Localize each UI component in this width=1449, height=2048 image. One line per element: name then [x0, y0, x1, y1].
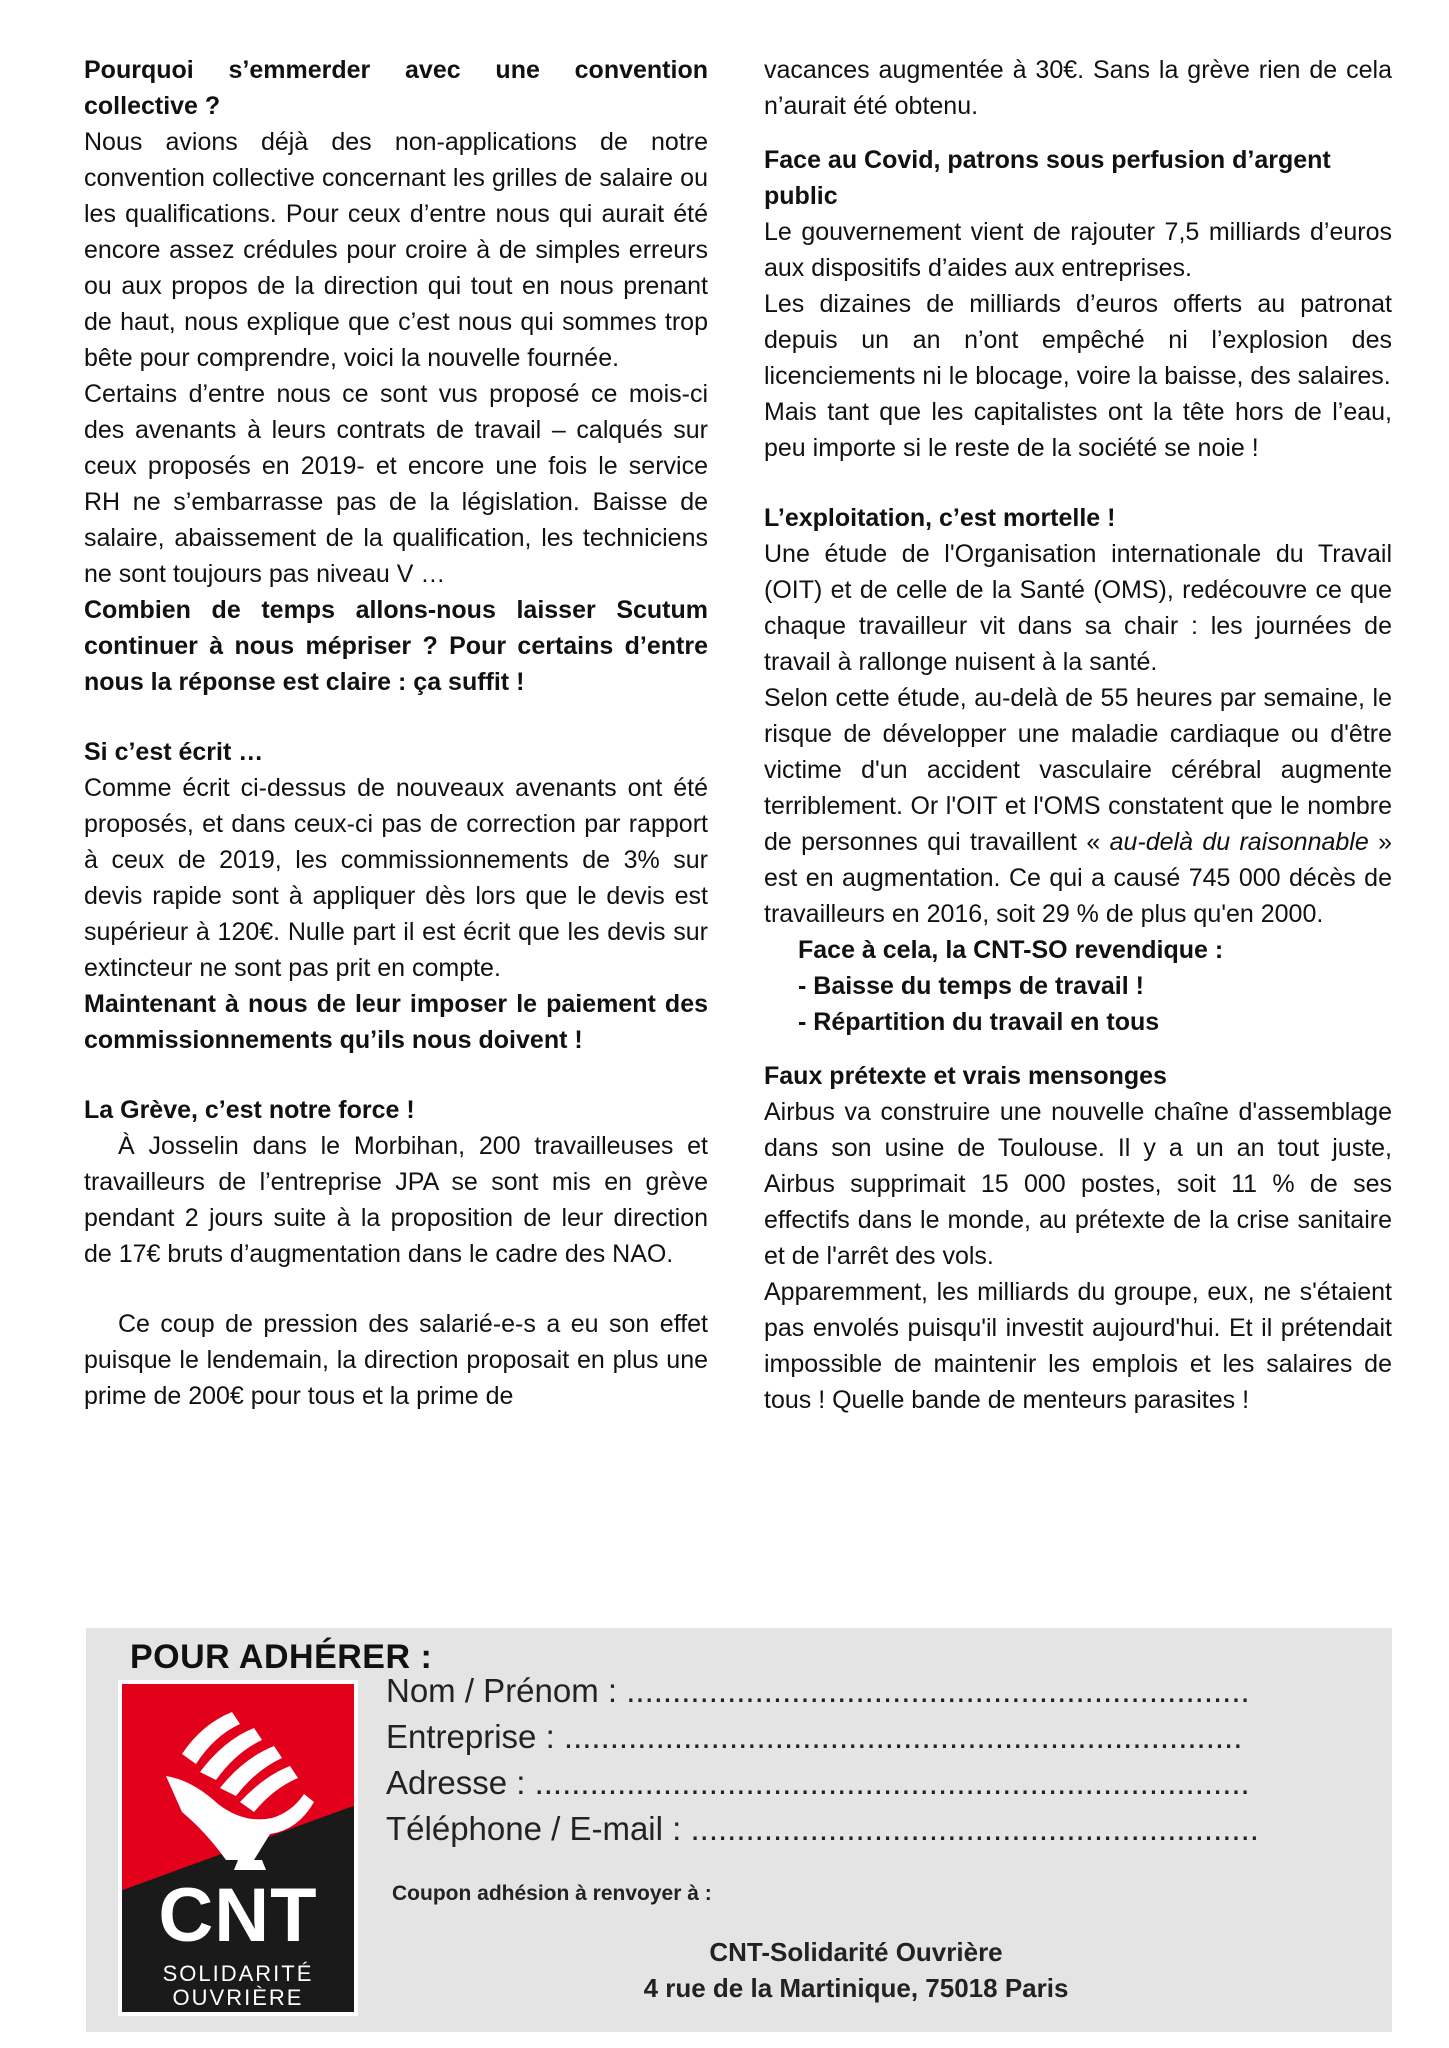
paragraph: Mais tant que les capitalistes ont la tête hors de l’eau, peu importe si le reste de la société se noie !: [764, 398, 1392, 462]
right-column: [764, 52, 1392, 1418]
claim-item: - Baisse du temps de travail !: [798, 972, 1144, 1000]
paragraph: Nous avions déjà des non-applications de notre convention collective concernant les grilles de salaire ou les qualifications. Pour ceux d’entre nous qui aurait été encore assez crédules pour croire à de simples erreurs ou aux propos de la direction qui tout en nous prenant de haut, nous explique que c’est nous qui sommes trop bête pour comprendre, voici la nouvelle fournée.: [84, 128, 708, 372]
heading-exploitation: L’exploitation, c’est mortelle !: [764, 504, 1116, 532]
heading-si-c-est-ecrit: Si c’est écrit …: [84, 738, 264, 766]
logo-text: CNT: [158, 1873, 318, 1958]
paragraph: vacances augmentée à 30€. Sans la grève rien de cela n’aurait été obtenu.: [764, 56, 1392, 120]
membership-coupon: [86, 1628, 1392, 2032]
paragraph: Les dizaines de milliards d’euros offerts au patronat depuis un an n’ont empêché ni l’explosion des licenciements ni le blocage, voire la baisse, des salaires.: [764, 290, 1392, 390]
paragraph: Airbus va construire une nouvelle chaîne d'assemblage dans son usine de Toulouse. Il y a un an tout juste, Airbus supprimait 15 000 postes, soit 11 % de ses effectifs dans le monde, au prétexte de la crise sanitaire et de l'arrêt des vols.: [764, 1098, 1392, 1270]
contact-field[interactable]: Téléphone / E-mail : ..............................................................: [386, 1810, 1259, 1847]
left-column: [84, 52, 708, 1414]
address-line: 4 rue de la Martinique, 75018 Paris: [643, 1973, 1069, 2003]
spacer: [764, 466, 1392, 500]
paragraph: Comme écrit ci-dessus de nouveaux avenants ont été proposés, et dans ceux-ci pas de correction par rapport à ceux de 2019, les commissionnements de 3% sur devis rapide sont à appliquer dès lors que le devis est supérieur à 120€. Nulle part il est écrit que les devis sur extincteur ne sont pas prit en compte.: [84, 774, 708, 982]
name-field[interactable]: Nom / Prénom : ....................................................................: [386, 1672, 1250, 1709]
paragraph: Certains d’entre nous ce sont vus proposé ce mois-ci des avenants à leurs contrats de travail – calqués sur ceux proposés en 2019- et encore une fois le service RH ne s’embarrasse pas de la législation. Baisse de salaire, abaissement de la qualification, les techniciens ne sont toujours pas niveau V …: [84, 380, 708, 588]
mailing-address: [506, 1934, 1206, 2006]
logo-subtitle-line: SOLIDARITÉ: [162, 1961, 314, 1986]
address-line: CNT-Solidarité Ouvrière: [709, 1937, 1003, 1967]
spacer: [764, 1040, 1392, 1058]
address-field[interactable]: Adresse : ..............................................................................: [386, 1764, 1250, 1801]
paragraph: Ce coup de pression des salarié-e-s a eu son effet puisque le lendemain, la direction proposait en plus une prime de 200€ pour tous et la prime de: [84, 1310, 708, 1410]
paragraph-bold: Combien de temps allons-nous laisser Scutum continuer à nous mépriser ? Pour certains d’entre nous la réponse est claire : ça suffit !: [84, 596, 708, 696]
text-run: » est en augmentation. Ce qui a causé 745 000 décès de travailleurs en 2016, soit 29 % de plus qu'en 2000.: [764, 828, 1393, 928]
logo-subtitle-line: OUVRIÈRE: [172, 1985, 304, 2010]
spacer: [84, 1058, 708, 1092]
paragraph: À Josselin dans le Morbihan, 200 travailleuses et travailleurs de l’entreprise JPA se sont mis en grève pendant 2 jours suite à la proposition de leur direction de 17€ bruts d’augmentation dans le cadre des NAO.: [84, 1132, 708, 1268]
raised-fist-icon: [122, 1684, 354, 1874]
text-run: Selon cette étude, au-delà de 55 heures par semaine, le risque de développer une maladie cardiaque ou d'être victime d'un accident vasculaire cérébral augmente terriblement. Or l'OIT et l'OMS constatent que le nombre de personnes qui travaillent «: [764, 684, 1392, 856]
claim-intro: Face à cela, la CNT-SO revendique :: [798, 936, 1224, 964]
spacer: [764, 124, 1392, 142]
paragraph-bold: Maintenant à nous de leur imposer le paiement des commissionnements qu’ils nous doivent !: [84, 990, 708, 1054]
heading-covid: Face au Covid, patrons sous perfusion d’argent public: [764, 146, 1331, 210]
heading-airbus: Faux prétexte et vrais mensonges: [764, 1062, 1167, 1090]
coupon-title: POUR ADHÉRER :: [130, 1638, 433, 1676]
paragraph: Une étude de l'Organisation internationale du Travail (OIT) et de celle de la Santé (OMS), redécouvre ce que chaque travailleur vit dans sa chair : les journées de travail à rallonge nuisent à la santé.: [764, 540, 1392, 676]
spacer: [84, 700, 708, 734]
heading-convention: Pourquoi s’emmerder avec une convention collective ?: [84, 56, 708, 120]
paragraph: Apparemment, les milliards du groupe, eux, ne s'étaient pas envolés puisqu'il investit aujourd'hui. Et il prétendait impossible de maintenir les emplois et les salaires de tous ! Quelle bande de menteurs parasites !: [764, 1278, 1392, 1414]
logo-subtitle: [122, 1962, 354, 2010]
heading-la-greve: La Grève, c’est notre force !: [84, 1096, 415, 1124]
coupon-note: Coupon adhésion à renvoyer à :: [392, 1882, 712, 1905]
cnt-logo: [118, 1680, 358, 2016]
company-field[interactable]: Entreprise : ..........................................................................: [386, 1718, 1243, 1755]
claim-item: - Répartition du travail en tous: [798, 1008, 1160, 1036]
emphasis: au-delà du raisonnable: [1109, 828, 1369, 856]
spacer: [84, 1272, 708, 1306]
paragraph: Le gouvernement vient de rajouter 7,5 milliards d’euros aux dispositifs d’aides aux entreprises.: [764, 218, 1392, 282]
paragraph: [764, 680, 1392, 932]
